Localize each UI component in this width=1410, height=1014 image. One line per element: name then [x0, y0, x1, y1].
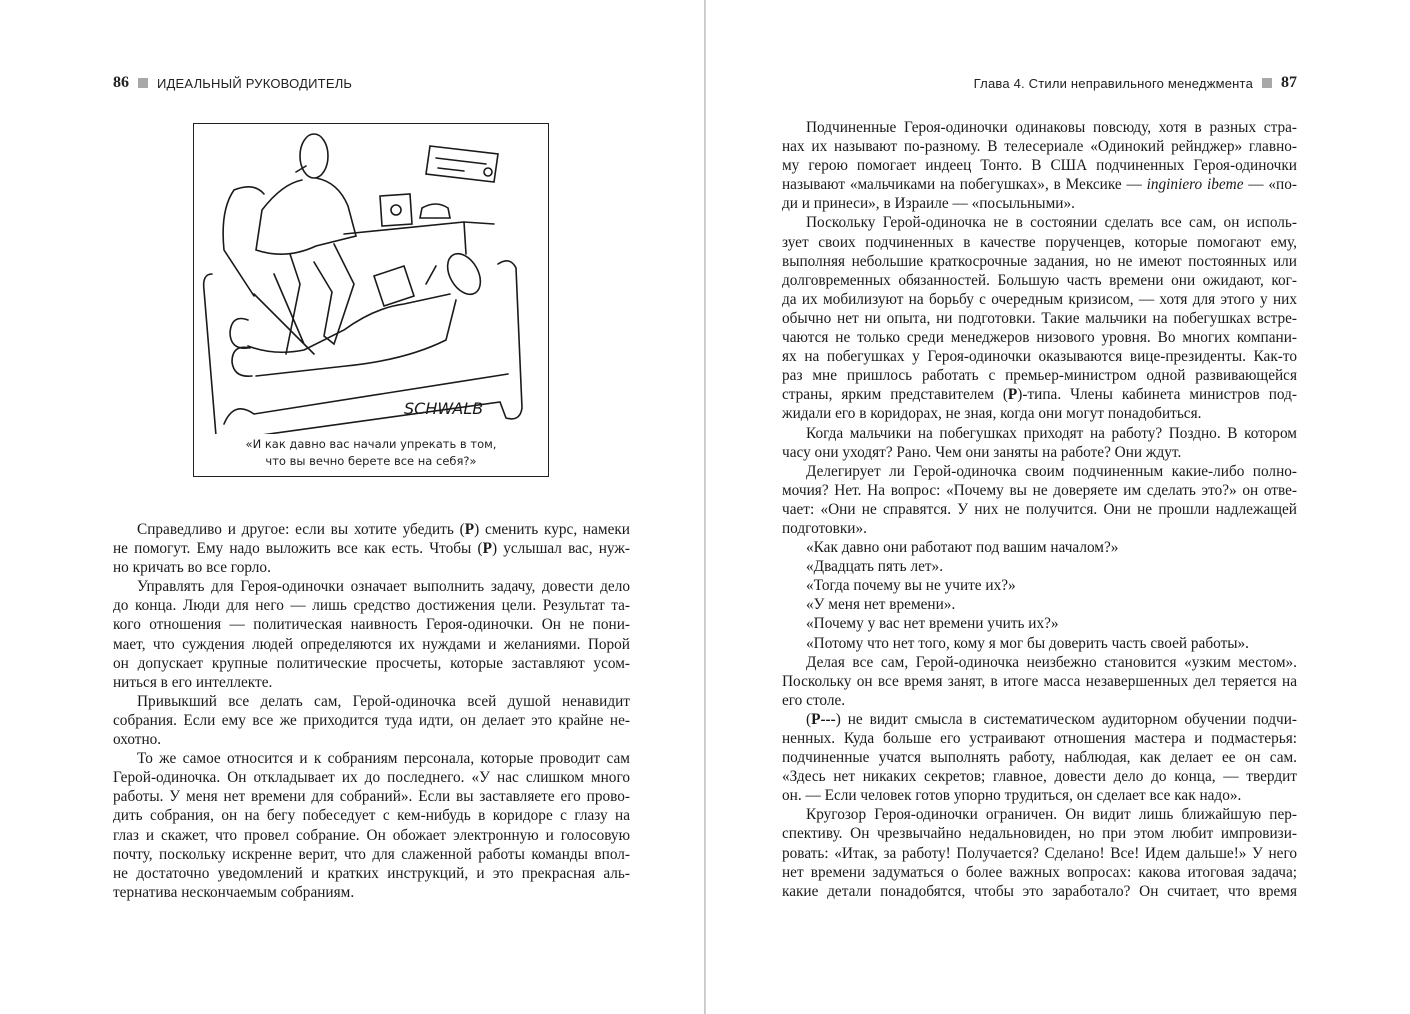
book-gutter	[704, 0, 706, 1014]
paragraph	[782, 213, 1297, 423]
text-line: нах их называют по-разному. В телесериале «Одинокий рейнджер» главно-	[782, 138, 1297, 156]
text-line: ровать: «Итак, за работу! Получается? Сделано! Все! Идем дальше!» У него	[782, 844, 1297, 862]
text-line: работы. У меня нет времени для собраний». Если вы заставляете его прово-	[113, 788, 630, 806]
text-line: какие детали понадобятся, чтобы это заработало? Он считает, что время	[782, 882, 1297, 900]
text-line: зует своих подчиненных в качестве порученцев, которые помогают ему,	[782, 233, 1297, 251]
cartoon-caption	[194, 436, 548, 470]
text-line: Подчиненные Героя-одиночки одинаковы повсюду, хотя в разных стра-	[806, 119, 1297, 136]
text-line: «У меня нет времени».	[806, 596, 956, 614]
paragraph	[782, 576, 1297, 595]
text-line: ди и принеси», в Израиле — «посыльными».	[782, 195, 1075, 213]
text-line: собрания. Если ему все же приходится туда идти, он делает это крайне не-	[113, 711, 630, 729]
text-line: Когда мальчики на побегушках приходят на работу? Поздно. В котором	[806, 424, 1297, 442]
paragraph	[782, 557, 1297, 576]
text-line: «Потому что нет того, кому я мог бы доверить часть своей работы».	[806, 634, 1250, 652]
header-square-icon	[1262, 78, 1272, 88]
text-line: он. — Если человек готов упорно трудиться, он сделает все как надо».	[782, 787, 1242, 805]
paragraph	[113, 749, 630, 902]
text-line: до конца. Люди для него — лишь средство достижения цели. Результат та-	[113, 597, 630, 615]
text-line: глаз и скажет, что провел собрание. Он обожает электронную и голосовую	[113, 826, 630, 844]
text-line: «Почему у вас нет времени учить их?»	[806, 615, 1059, 633]
text-line: ненных. Куда больше его устраивают отношения мастера и подмастерья:	[782, 730, 1297, 747]
text-line: ниться в его интеллекте.	[113, 673, 273, 691]
text-line: мает, что суждения людей определяются их нуждами и желаниями. Порой	[113, 635, 630, 653]
text-line: но кричать во все горло.	[113, 559, 271, 577]
text-line: му герою помогает индеец Тонто. В США подчиненных Героя-одиночки	[782, 157, 1297, 175]
text-line: раз мне пришлось работать с премьер-министром одной развивающейся	[782, 367, 1297, 385]
cartoon-signature: SCHWALB	[404, 399, 484, 418]
paragraph	[782, 462, 1297, 538]
page-number-right: 87	[1281, 74, 1297, 91]
paragraph	[782, 710, 1297, 805]
paragraph	[782, 538, 1297, 557]
paragraph	[782, 118, 1297, 213]
text-line: ях на побегушках у Героя-одиночки оказываются вице-президенты. Как-то	[782, 348, 1297, 366]
text-line: страны, ярким представителем (Р)-типа. Члены кабинета министров под-	[782, 386, 1297, 404]
text-line: да их мобилизуют на борьбу с очередным кризисом, — хотя для этого у них	[782, 290, 1297, 308]
text-line: Герой-одиночка. Он откладывает их до последнего. «У нас слишком много	[113, 769, 630, 787]
text-line: Привыкший все делать сам, Герой-одиночка всей душой ненавидит	[137, 692, 630, 710]
running-title-right: Глава 4. Стили неправильного менеджмента	[973, 75, 1253, 91]
text-line: нет времени задуматься о более важных вопросах: какова итоговая задача;	[782, 863, 1297, 881]
text-line: подготовки».	[782, 519, 867, 537]
paragraph	[113, 692, 630, 749]
header-square-icon	[138, 78, 148, 88]
paragraph	[782, 614, 1297, 633]
text-line: тернатива нескончаемым собраниям.	[113, 883, 355, 901]
text-line: «Двадцать пять лет».	[806, 558, 944, 576]
text-line: чает: «Они не справятся. У них не получится. Они не прошли надлежащей	[782, 500, 1297, 518]
page-number-left: 86	[113, 74, 129, 91]
right-page-header	[974, 74, 1297, 92]
paragraph	[782, 424, 1297, 462]
text-line: Поскольку он все время занят, в итоге масса незавершенных дел теряется на	[782, 672, 1297, 690]
text-line: почту, поскольку искренне верит, что для слаженной работы команды впол-	[113, 845, 630, 863]
text-line: выполняя небольшие краткосрочные задания, но не имеют постоянных или	[782, 252, 1297, 270]
cartoon-drawing	[194, 124, 548, 434]
paragraph	[782, 805, 1297, 900]
text-line: подчиненные учатся выполнять работу, наблюдая, как делает ее он сам.	[782, 749, 1297, 767]
paragraph	[113, 520, 630, 577]
text-line: чаются не только среди менеджеров низового уровня. Во многих компани-	[782, 329, 1297, 347]
text-line: «Здесь нет никаких секретов; главное, довести дело до конца, — твердит	[782, 768, 1297, 786]
text-line: Справедливо и другое: если вы хотите убедить (Р) сменить курс, намеки	[137, 521, 630, 538]
text-line: его столе.	[782, 691, 846, 709]
text-line: «Тогда почему вы не учите их?»	[806, 577, 1016, 595]
left-page-body	[113, 520, 630, 902]
text-line: охотно.	[113, 731, 162, 749]
text-line: не помогут. Ему надо выложить все как есть. Чтобы (Р) услышал вас, нуж-	[113, 540, 630, 558]
text-line: Управлять для Героя-одиночки означает выполнить задачу, довести дело	[137, 578, 630, 596]
paragraph	[782, 595, 1297, 614]
text-line: дить собрания, он на бегу побеседует с кем-нибудь в коридоре с глазу на	[113, 807, 630, 825]
text-line: (Р---) не видит смысла в систематическом аудиторном обучении подчи-	[806, 710, 1297, 728]
text-line: обычно нет ни опыта, ни подготовки. Такие мальчики на побегушках встре-	[782, 309, 1297, 327]
caption-line: «И как давно вас начали упрекать в том,	[245, 437, 497, 451]
right-page-body	[782, 118, 1297, 901]
text-line: долговременных обязанностей. Большую часть времени они ожидают, ког-	[782, 271, 1297, 289]
text-line: кого отношения — политическая наивность Героя-одиночки. Он не пони-	[113, 616, 630, 634]
paragraph	[113, 577, 630, 692]
text-line: Делая все сам, Герой-одиночка неизбежно становится «узким местом».	[806, 653, 1297, 671]
text-line: мочия? Нет. На вопрос: «Почему вы не доверяете им сделать это?» он отве-	[782, 481, 1297, 499]
text-line: «Как давно они работают под вашим началом?»	[806, 539, 1119, 557]
text-line: называют «мальчиками на побегушках», в Мексике — inginiero ibeme — «по-	[782, 176, 1297, 194]
cartoon-illustration	[193, 123, 549, 477]
text-line: не достаточно уведомлений и кратких инструкций, и это прекрасная аль-	[113, 864, 630, 882]
text-line: То же самое относится и к собраниям персонала, которые проводит сам	[137, 750, 630, 768]
text-line: он допускает крупные политические просчеты, которые заставляют усом-	[113, 654, 630, 672]
paragraph	[782, 634, 1297, 653]
caption-line: что вы вечно берете все на себя?»	[265, 454, 477, 468]
text-line: Кругозор Героя-одиночки ограничен. Он видит лишь ближайшую пер-	[806, 806, 1297, 824]
paragraph	[782, 653, 1297, 710]
text-line: Поскольку Герой-одиночка не в состоянии сделать все сам, он исполь-	[806, 214, 1297, 232]
text-line: жидали его в коридорах, не зная, когда они могут понадобиться.	[782, 405, 1202, 423]
text-line: спективу. Он чрезвычайно недальновиден, но при этом любит импровизи-	[782, 825, 1297, 843]
text-line: Делегирует ли Герой-одиночка своим подчиненным какие-либо полно-	[806, 462, 1297, 480]
running-title-left: ИДЕАЛЬНЫЙ РУКОВОДИТЕЛЬ	[157, 75, 353, 91]
text-line: часу они уходят? Рано. Чем они заняты на работе? Они ждут.	[782, 443, 1182, 461]
left-page-header	[113, 74, 352, 92]
